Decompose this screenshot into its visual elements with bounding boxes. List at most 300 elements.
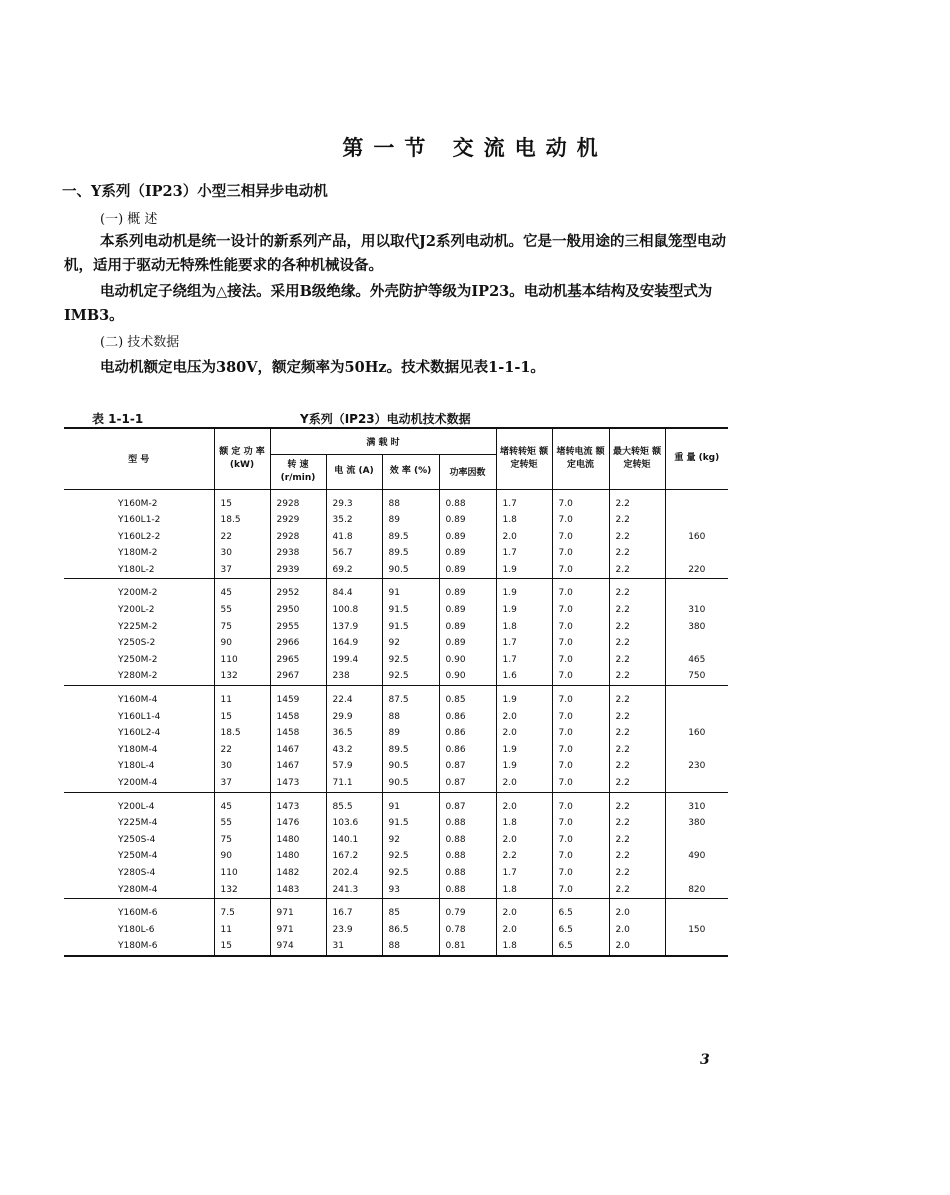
cell-model: Y160L2-4 xyxy=(118,728,161,739)
cell-max-torque: 2.2 xyxy=(609,686,665,709)
cell-max-torque: 2.2 xyxy=(609,545,665,562)
cell-efficiency: 89.5 xyxy=(382,742,439,759)
cell-weight xyxy=(665,742,728,759)
cell-power: 132 xyxy=(214,668,270,685)
cell-power: 110 xyxy=(214,865,270,882)
cell-locked-torque: 2.0 xyxy=(496,725,552,742)
cell-max-torque: 2.2 xyxy=(609,742,665,759)
table-row xyxy=(64,922,728,939)
cell-locked-torque: 1.7 xyxy=(496,865,552,882)
cell-model: Y280M-4 xyxy=(64,882,214,899)
cell-efficiency: 92.5 xyxy=(382,652,439,669)
cell-weight xyxy=(665,512,728,529)
cell-efficiency: 87.5 xyxy=(382,686,439,709)
page-number: 3 xyxy=(700,1052,710,1068)
cell-power: 15 xyxy=(214,489,270,512)
cell-locked-torque: 2.0 xyxy=(496,922,552,939)
header-power: 额 定 功 率 (kW) xyxy=(214,428,270,489)
cell-locked-torque: 2.0 xyxy=(496,792,552,815)
cell-power-factor: 0.88 xyxy=(439,882,496,899)
table-label: 表 1-1-1 xyxy=(92,412,144,426)
table-row xyxy=(64,619,728,636)
cell-locked-torque: 2.0 xyxy=(496,899,552,922)
cell-speed: 2928 xyxy=(270,489,326,512)
cell-current: 43.2 xyxy=(326,742,382,759)
cell-power: 15 xyxy=(214,938,270,956)
cell-locked-current: 7.0 xyxy=(552,709,609,726)
cell-max-torque: 2.2 xyxy=(609,758,665,775)
cell-weight: 465 xyxy=(665,652,728,669)
cell-current: 57.9 xyxy=(326,758,382,775)
cell-model: Y180M-2 xyxy=(118,548,158,559)
cell-max-torque: 2.2 xyxy=(609,882,665,899)
cell-power: 11 xyxy=(214,686,270,709)
cell-power: 110 xyxy=(214,652,270,669)
header-locked-torque: 堵转转矩 额定转矩 xyxy=(496,428,552,489)
cell-model: Y160L2-2 xyxy=(118,531,161,542)
cell-locked-current: 7.0 xyxy=(552,832,609,849)
cell-current: 103.6 xyxy=(326,815,382,832)
cell-locked-current: 7.0 xyxy=(552,758,609,775)
cell-power-factor: 0.89 xyxy=(439,512,496,529)
cell-power-factor: 0.89 xyxy=(439,529,496,546)
cell-current: 16.7 xyxy=(326,899,382,922)
subheading-tech-data: (二) 技术数据 xyxy=(100,335,180,350)
paragraph-structure: 电动机定子绕组为△接法。采用B级绝缘。外壳防护等级为IP23。电动机基本结构及安装型式为IMB3。 xyxy=(64,283,713,324)
cell-model: Y250S-2 xyxy=(118,638,156,649)
cell-current: 29.9 xyxy=(326,709,382,726)
section-title: 第一节 交流电动机 xyxy=(342,135,608,160)
cell-power-factor: 0.86 xyxy=(439,709,496,726)
header-speed: 转 速 (r/min) xyxy=(270,454,326,489)
table-row xyxy=(64,899,728,922)
cell-model: Y280S-4 xyxy=(118,867,156,878)
cell-weight: 160 xyxy=(665,529,728,546)
cell-power: 22 xyxy=(214,529,270,546)
table-row xyxy=(64,792,728,815)
cell-efficiency: 90.5 xyxy=(382,562,439,579)
cell-efficiency: 89 xyxy=(382,725,439,742)
cell-power-factor: 0.81 xyxy=(439,938,496,956)
cell-model: Y250S-4 xyxy=(118,834,156,845)
cell-model: Y180M-6 xyxy=(64,938,214,956)
cell-locked-torque: 1.7 xyxy=(496,545,552,562)
cell-model: Y180L-6 xyxy=(118,924,155,935)
cell-efficiency: 90.5 xyxy=(382,775,439,792)
cell-locked-torque: 1.6 xyxy=(496,668,552,685)
table-row xyxy=(64,742,728,759)
cell-current: 164.9 xyxy=(326,635,382,652)
cell-locked-torque: 1.8 xyxy=(496,882,552,899)
cell-locked-torque: 1.7 xyxy=(496,635,552,652)
cell-model: Y160M-2 xyxy=(118,498,158,509)
cell-speed: 2955 xyxy=(270,619,326,636)
cell-locked-current: 7.0 xyxy=(552,579,609,602)
cell-weight: 380 xyxy=(665,619,728,636)
table-row xyxy=(64,545,728,562)
cell-locked-torque: 1.7 xyxy=(496,489,552,512)
cell-current: 41.8 xyxy=(326,529,382,546)
cell-power: 18.5 xyxy=(214,725,270,742)
cell-current: 36.5 xyxy=(326,725,382,742)
cell-power: 11 xyxy=(214,922,270,939)
cell-weight: 750 xyxy=(665,668,728,685)
cell-power: 37 xyxy=(214,562,270,579)
cell-max-torque: 2.2 xyxy=(609,635,665,652)
cell-locked-torque: 1.9 xyxy=(496,579,552,602)
cell-efficiency: 92.5 xyxy=(382,668,439,685)
cell-power-factor: 0.89 xyxy=(439,602,496,619)
cell-locked-current: 7.0 xyxy=(552,489,609,512)
cell-weight xyxy=(665,489,728,512)
cell-speed: 1458 xyxy=(270,709,326,726)
cell-speed: 1483 xyxy=(270,882,326,899)
cell-max-torque: 2.2 xyxy=(609,848,665,865)
cell-speed: 2950 xyxy=(270,602,326,619)
cell-power: 45 xyxy=(214,579,270,602)
cell-max-torque: 2.2 xyxy=(609,792,665,815)
cell-power-factor: 0.79 xyxy=(439,899,496,922)
cell-locked-current: 7.0 xyxy=(552,652,609,669)
cell-speed: 2928 xyxy=(270,529,326,546)
cell-model: Y180L-4 xyxy=(118,761,155,772)
cell-locked-current: 7.0 xyxy=(552,512,609,529)
cell-speed: 2967 xyxy=(270,668,326,685)
cell-power: 18.5 xyxy=(214,512,270,529)
cell-speed: 1459 xyxy=(270,686,326,709)
cell-efficiency: 91 xyxy=(382,579,439,602)
cell-locked-current: 7.0 xyxy=(552,775,609,792)
table-row xyxy=(64,489,728,512)
cell-locked-torque: 2.2 xyxy=(496,848,552,865)
cell-speed: 2966 xyxy=(270,635,326,652)
cell-power-factor: 0.87 xyxy=(439,758,496,775)
header-current: 电 流 (A) xyxy=(326,454,382,489)
cell-speed: 971 xyxy=(270,922,326,939)
cell-efficiency: 91 xyxy=(382,792,439,815)
cell-weight: 310 xyxy=(665,602,728,619)
cell-model: Y280M-2 xyxy=(64,668,214,685)
cell-locked-current: 7.0 xyxy=(552,815,609,832)
cell-power: 132 xyxy=(214,882,270,899)
cell-power-factor: 0.87 xyxy=(439,792,496,815)
cell-locked-torque: 2.0 xyxy=(496,775,552,792)
cell-max-torque: 2.2 xyxy=(609,489,665,512)
cell-power-factor: 0.89 xyxy=(439,562,496,579)
cell-max-torque: 2.2 xyxy=(609,529,665,546)
cell-current: 167.2 xyxy=(326,848,382,865)
cell-current: 69.2 xyxy=(326,562,382,579)
cell-power: 75 xyxy=(214,832,270,849)
table-row xyxy=(64,815,728,832)
cell-current: 56.7 xyxy=(326,545,382,562)
cell-speed: 1458 xyxy=(270,725,326,742)
cell-locked-torque: 1.8 xyxy=(496,938,552,956)
cell-efficiency: 92.5 xyxy=(382,865,439,882)
cell-model: Y180M-4 xyxy=(118,744,158,755)
cell-power: 15 xyxy=(214,709,270,726)
cell-speed: 1476 xyxy=(270,815,326,832)
cell-locked-current: 6.5 xyxy=(552,938,609,956)
cell-weight xyxy=(665,686,728,709)
cell-locked-torque: 1.9 xyxy=(496,602,552,619)
table-row xyxy=(64,579,728,602)
cell-locked-current: 7.0 xyxy=(552,545,609,562)
cell-speed: 1480 xyxy=(270,848,326,865)
tech-data-table xyxy=(64,427,728,957)
cell-weight xyxy=(665,579,728,602)
cell-max-torque: 2.2 xyxy=(609,725,665,742)
cell-speed: 974 xyxy=(270,938,326,956)
cell-model: Y200L-4 xyxy=(118,801,155,812)
cell-power-factor: 0.88 xyxy=(439,865,496,882)
cell-current: 241.3 xyxy=(326,882,382,899)
cell-speed: 2938 xyxy=(270,545,326,562)
cell-locked-current: 6.5 xyxy=(552,922,609,939)
cell-locked-current: 7.0 xyxy=(552,686,609,709)
cell-max-torque: 2.2 xyxy=(609,865,665,882)
cell-power-factor: 0.89 xyxy=(439,579,496,602)
cell-power-factor: 0.88 xyxy=(439,848,496,865)
cell-max-torque: 2.2 xyxy=(609,579,665,602)
cell-locked-torque: 1.9 xyxy=(496,742,552,759)
cell-power: 30 xyxy=(214,758,270,775)
cell-current: 84.4 xyxy=(326,579,382,602)
cell-current: 238 xyxy=(326,668,382,685)
cell-locked-current: 7.0 xyxy=(552,619,609,636)
cell-model: Y160L1-2 xyxy=(118,515,161,526)
cell-locked-current: 7.0 xyxy=(552,742,609,759)
cell-current: 202.4 xyxy=(326,865,382,882)
cell-current: 137.9 xyxy=(326,619,382,636)
cell-weight xyxy=(665,899,728,922)
cell-weight xyxy=(665,938,728,956)
cell-power: 90 xyxy=(214,848,270,865)
cell-current: 85.5 xyxy=(326,792,382,815)
cell-speed: 2965 xyxy=(270,652,326,669)
cell-model: Y250M-2 xyxy=(118,654,158,665)
cell-speed: 1473 xyxy=(270,792,326,815)
cell-locked-current: 7.0 xyxy=(552,725,609,742)
table-row xyxy=(64,882,728,899)
header-power-factor: 功率因数 xyxy=(439,454,496,489)
cell-weight: 310 xyxy=(665,792,728,815)
cell-locked-current: 7.0 xyxy=(552,635,609,652)
cell-power: 90 xyxy=(214,635,270,652)
cell-weight xyxy=(665,775,728,792)
cell-model: Y200L-2 xyxy=(118,605,155,616)
header-model: 型 号 xyxy=(64,428,214,489)
cell-weight xyxy=(665,635,728,652)
cell-power-factor: 0.90 xyxy=(439,668,496,685)
cell-weight xyxy=(665,832,728,849)
cell-efficiency: 91.5 xyxy=(382,619,439,636)
table-row xyxy=(64,686,728,709)
cell-power-factor: 0.88 xyxy=(439,832,496,849)
table-row xyxy=(64,832,728,849)
cell-locked-current: 6.5 xyxy=(552,899,609,922)
cell-speed: 1467 xyxy=(270,758,326,775)
cell-power-factor: 0.89 xyxy=(439,619,496,636)
cell-power-factor: 0.86 xyxy=(439,742,496,759)
table-row xyxy=(64,668,728,685)
cell-locked-current: 7.0 xyxy=(552,882,609,899)
cell-model: Y180L-2 xyxy=(64,562,214,579)
table-row xyxy=(64,512,728,529)
cell-locked-current: 7.0 xyxy=(552,529,609,546)
cell-current: 140.1 xyxy=(326,832,382,849)
table-row xyxy=(64,529,728,546)
cell-power-factor: 0.78 xyxy=(439,922,496,939)
cell-locked-torque: 1.7 xyxy=(496,652,552,669)
cell-locked-torque: 1.9 xyxy=(496,758,552,775)
cell-max-torque: 2.2 xyxy=(609,668,665,685)
cell-power: 45 xyxy=(214,792,270,815)
cell-weight: 150 xyxy=(665,922,728,939)
cell-speed: 971 xyxy=(270,899,326,922)
cell-efficiency: 91.5 xyxy=(382,815,439,832)
cell-power-factor: 0.90 xyxy=(439,652,496,669)
paragraph-voltage: 电动机额定电压为380V，额定频率为50Hz。技术数据见表1-1-1。 xyxy=(100,359,545,376)
cell-power: 55 xyxy=(214,815,270,832)
cell-power: 37 xyxy=(214,775,270,792)
cell-efficiency: 89 xyxy=(382,512,439,529)
table-row xyxy=(64,562,728,579)
cell-locked-current: 7.0 xyxy=(552,792,609,815)
cell-speed: 1480 xyxy=(270,832,326,849)
cell-weight: 490 xyxy=(665,848,728,865)
cell-max-torque: 2.2 xyxy=(609,815,665,832)
cell-speed: 2939 xyxy=(270,562,326,579)
cell-weight: 230 xyxy=(665,758,728,775)
header-max-torque: 最大转矩 额定转矩 xyxy=(609,428,665,489)
cell-locked-current: 7.0 xyxy=(552,668,609,685)
cell-current: 35.2 xyxy=(326,512,382,529)
cell-model: Y200M-4 xyxy=(64,775,214,792)
table-row xyxy=(64,938,728,956)
cell-max-torque: 2.0 xyxy=(609,922,665,939)
table-title: Y系列（IP23）电动机技术数据 xyxy=(300,412,471,426)
table-row xyxy=(64,775,728,792)
cell-max-torque: 2.2 xyxy=(609,775,665,792)
table-row xyxy=(64,848,728,865)
cell-power: 30 xyxy=(214,545,270,562)
header-efficiency: 效 率 (%) xyxy=(382,454,439,489)
cell-power-factor: 0.85 xyxy=(439,686,496,709)
cell-efficiency: 91.5 xyxy=(382,602,439,619)
cell-max-torque: 2.2 xyxy=(609,562,665,579)
cell-speed: 1467 xyxy=(270,742,326,759)
cell-locked-torque: 1.9 xyxy=(496,686,552,709)
table-row xyxy=(64,758,728,775)
cell-locked-torque: 1.9 xyxy=(496,562,552,579)
cell-model: Y225M-4 xyxy=(118,818,158,829)
cell-locked-current: 7.0 xyxy=(552,602,609,619)
cell-weight xyxy=(665,709,728,726)
cell-efficiency: 92 xyxy=(382,832,439,849)
cell-weight: 160 xyxy=(665,725,728,742)
cell-efficiency: 93 xyxy=(382,882,439,899)
cell-max-torque: 2.2 xyxy=(609,512,665,529)
cell-locked-current: 7.0 xyxy=(552,848,609,865)
cell-power: 55 xyxy=(214,602,270,619)
cell-max-torque: 2.2 xyxy=(609,619,665,636)
cell-current: 23.9 xyxy=(326,922,382,939)
cell-power: 22 xyxy=(214,742,270,759)
paragraph-overview: 本系列电动机是统一设计的新系列产品，用以取代J2系列电动机。它是一般用途的三相鼠笼型电动机，适用于驱动无特殊性能要求的各种机械设备。 xyxy=(64,233,726,274)
cell-model: Y160L1-4 xyxy=(118,711,161,722)
cell-current: 22.4 xyxy=(326,686,382,709)
cell-current: 100.8 xyxy=(326,602,382,619)
cell-max-torque: 2.2 xyxy=(609,652,665,669)
cell-locked-torque: 2.0 xyxy=(496,529,552,546)
cell-locked-torque: 1.8 xyxy=(496,512,552,529)
subheading-overview: (一) 概 述 xyxy=(100,212,158,227)
cell-efficiency: 88 xyxy=(382,489,439,512)
cell-max-torque: 2.2 xyxy=(609,709,665,726)
header-full-load: 满 载 时 xyxy=(270,428,496,454)
cell-model: Y160M-4 xyxy=(118,695,158,706)
cell-efficiency: 90.5 xyxy=(382,758,439,775)
cell-locked-current: 7.0 xyxy=(552,562,609,579)
cell-max-torque: 2.0 xyxy=(609,938,665,956)
cell-power-factor: 0.86 xyxy=(439,725,496,742)
table-row xyxy=(64,865,728,882)
cell-weight: 820 xyxy=(665,882,728,899)
cell-power: 75 xyxy=(214,619,270,636)
cell-efficiency: 85 xyxy=(382,899,439,922)
cell-max-torque: 2.2 xyxy=(609,832,665,849)
cell-current: 31 xyxy=(326,938,382,956)
cell-efficiency: 88 xyxy=(382,938,439,956)
table-row xyxy=(64,725,728,742)
cell-model: Y225M-2 xyxy=(118,621,158,632)
cell-efficiency: 86.5 xyxy=(382,922,439,939)
cell-locked-torque: 1.8 xyxy=(496,619,552,636)
cell-efficiency: 92 xyxy=(382,635,439,652)
cell-efficiency: 89.5 xyxy=(382,545,439,562)
cell-current: 199.4 xyxy=(326,652,382,669)
cell-weight xyxy=(665,545,728,562)
cell-model: Y200M-2 xyxy=(118,588,158,599)
cell-current: 71.1 xyxy=(326,775,382,792)
cell-locked-torque: 2.0 xyxy=(496,709,552,726)
table-row xyxy=(64,709,728,726)
cell-speed: 1473 xyxy=(270,775,326,792)
cell-speed: 1482 xyxy=(270,865,326,882)
cell-model: Y250M-4 xyxy=(118,851,158,862)
cell-power: 7.5 xyxy=(214,899,270,922)
cell-power-factor: 0.87 xyxy=(439,775,496,792)
cell-efficiency: 88 xyxy=(382,709,439,726)
cell-power-factor: 0.88 xyxy=(439,489,496,512)
cell-weight xyxy=(665,865,728,882)
cell-efficiency: 92.5 xyxy=(382,848,439,865)
cell-power-factor: 0.89 xyxy=(439,545,496,562)
cell-max-torque: 2.2 xyxy=(609,602,665,619)
cell-current: 29.3 xyxy=(326,489,382,512)
table-row xyxy=(64,602,728,619)
cell-speed: 2952 xyxy=(270,579,326,602)
header-weight: 重 量 (kg) xyxy=(665,428,728,489)
cell-power-factor: 0.89 xyxy=(439,635,496,652)
cell-weight: 380 xyxy=(665,815,728,832)
cell-power-factor: 0.88 xyxy=(439,815,496,832)
cell-efficiency: 89.5 xyxy=(382,529,439,546)
cell-model: Y160M-6 xyxy=(118,908,158,919)
section-heading: 一、Y系列（IP23）小型三相异步电动机 xyxy=(62,183,328,200)
cell-locked-torque: 2.0 xyxy=(496,832,552,849)
